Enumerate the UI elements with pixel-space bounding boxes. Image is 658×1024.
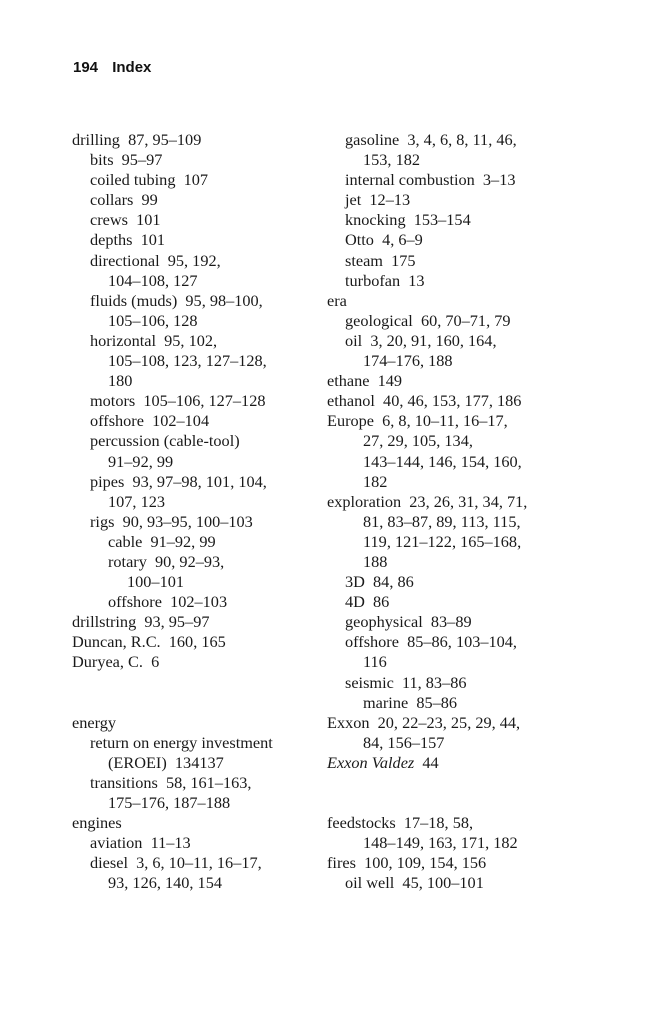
index-column-right	[327, 130, 567, 894]
index-entry: 105–108, 123, 127–128,	[108, 351, 267, 371]
index-entry: (EROEI) 134137	[108, 752, 224, 772]
index-entry: 84, 156–157	[363, 732, 445, 752]
index-entry: ethanol 40, 46, 153, 177, 186	[327, 391, 522, 411]
index-entry: 119, 121–122, 165–168,	[363, 531, 522, 551]
index-entry: 143–144, 146, 154, 160,	[363, 451, 522, 471]
index-entry: energy	[72, 712, 117, 732]
index-entry: engines	[72, 813, 122, 833]
index-entry: seismic 11, 83–86	[345, 672, 467, 692]
index-column-left	[72, 130, 312, 894]
running-header	[73, 59, 151, 76]
index-entry: 100–101	[127, 572, 184, 592]
index-entry: 4D 86	[345, 592, 390, 612]
index-entry: Exxon 20, 22–23, 25, 29, 44,	[327, 712, 521, 732]
index-entry: 153, 182	[363, 150, 420, 170]
index-entry: 93, 126, 140, 154	[108, 873, 222, 893]
section-gap	[72, 673, 312, 693]
index-entry: 107, 123	[108, 491, 165, 511]
index-entry: Duryea, C. 6	[72, 652, 160, 672]
index-entry: ethane 149	[327, 371, 403, 391]
index-entry: oil well 45, 100–101	[345, 873, 484, 893]
index-entry: oil 3, 20, 91, 160, 164,	[345, 330, 497, 350]
index-entry: 91–92, 99	[108, 451, 174, 471]
index-entry: return on energy investment	[90, 732, 273, 752]
index-entry: drilling 87, 95–109	[72, 130, 202, 149]
index-entry	[327, 753, 567, 773]
index-entry-italic: Exxon Valdez	[327, 752, 415, 772]
index-entry: offshore 102–104	[90, 411, 210, 431]
index-entry: marine 85–86	[363, 692, 458, 712]
index-entry: 116	[363, 652, 387, 672]
index-entry: Duncan, R.C. 160, 165	[72, 632, 226, 652]
index-entry: coiled tubing 107	[90, 170, 209, 190]
index-entry: crews 101	[90, 210, 161, 230]
index-entry: 175–176, 187–188	[108, 793, 231, 813]
index-entry: feedstocks 17–18, 58,	[327, 813, 474, 833]
index-entry: exploration 23, 26, 31, 34, 71,	[327, 491, 528, 511]
index-entry: fires 100, 109, 154, 156	[327, 853, 487, 873]
index-entry: 27, 29, 105, 134,	[363, 431, 473, 451]
index-entry: directional 95, 192,	[90, 250, 221, 270]
index-entry: 188	[363, 551, 388, 571]
header-title: Index	[112, 59, 152, 76]
section-gap	[327, 793, 567, 813]
index-entry: geological 60, 70–71, 79	[345, 310, 511, 330]
index-entry: depths 101	[90, 230, 166, 250]
index-entry: rigs 90, 93–95, 100–103	[90, 511, 253, 531]
index-entry: horizontal 95, 102,	[90, 330, 218, 350]
index-entry: diesel 3, 6, 10–11, 16–17,	[90, 853, 262, 873]
index-entry: jet 12–13	[345, 190, 411, 210]
index-entry: era	[327, 290, 347, 310]
index-entry-pages: 44	[414, 752, 439, 772]
index-entry: knocking 153–154	[345, 210, 471, 230]
index-entry: 3D 84, 86	[345, 572, 414, 592]
page-number: 194	[73, 59, 99, 76]
section-gap	[72, 693, 312, 713]
index-entry: 81, 83–87, 89, 113, 115,	[363, 511, 521, 531]
index-entry: 182	[363, 471, 388, 491]
index-entry: Europe 6, 8, 10–11, 16–17,	[327, 411, 508, 431]
index-entry: 105–106, 128	[108, 310, 198, 330]
index-entry: rotary 90, 92–93,	[108, 551, 225, 571]
index-entry: 174–176, 188	[363, 351, 453, 371]
index-entry: percussion (cable-tool)	[90, 431, 240, 451]
section-gap	[327, 773, 567, 793]
index-entry: 180	[108, 371, 133, 391]
index-entry: 148–149, 163, 171, 182	[363, 833, 518, 853]
index-entry: collars 99	[90, 190, 158, 210]
index-entry: bits 95–97	[90, 150, 163, 170]
index-entry: 104–108, 127	[108, 270, 198, 290]
index-entry: internal combustion 3–13	[345, 170, 516, 190]
index-entry: cable 91–92, 99	[108, 531, 216, 551]
index-entry: geophysical 83–89	[345, 612, 472, 632]
index-entry: gasoline 3, 4, 6, 8, 11, 46,	[345, 130, 517, 149]
index-entry: offshore 85–86, 103–104,	[345, 632, 517, 652]
index-entry: motors 105–106, 127–128	[90, 391, 266, 411]
index-entry: aviation 11–13	[90, 833, 191, 853]
index-entry: fluids (muds) 95, 98–100,	[90, 290, 263, 310]
index-entry: offshore 102–103	[108, 592, 228, 612]
index-entry: transitions 58, 161–163,	[90, 773, 252, 792]
index-entry: steam 175	[345, 250, 416, 270]
index-entry: drillstring 93, 95–97	[72, 612, 210, 632]
index-entry: Otto 4, 6–9	[345, 230, 423, 250]
index-entry: pipes 93, 97–98, 101, 104,	[90, 471, 267, 491]
index-entry: turbofan 13	[345, 270, 425, 290]
